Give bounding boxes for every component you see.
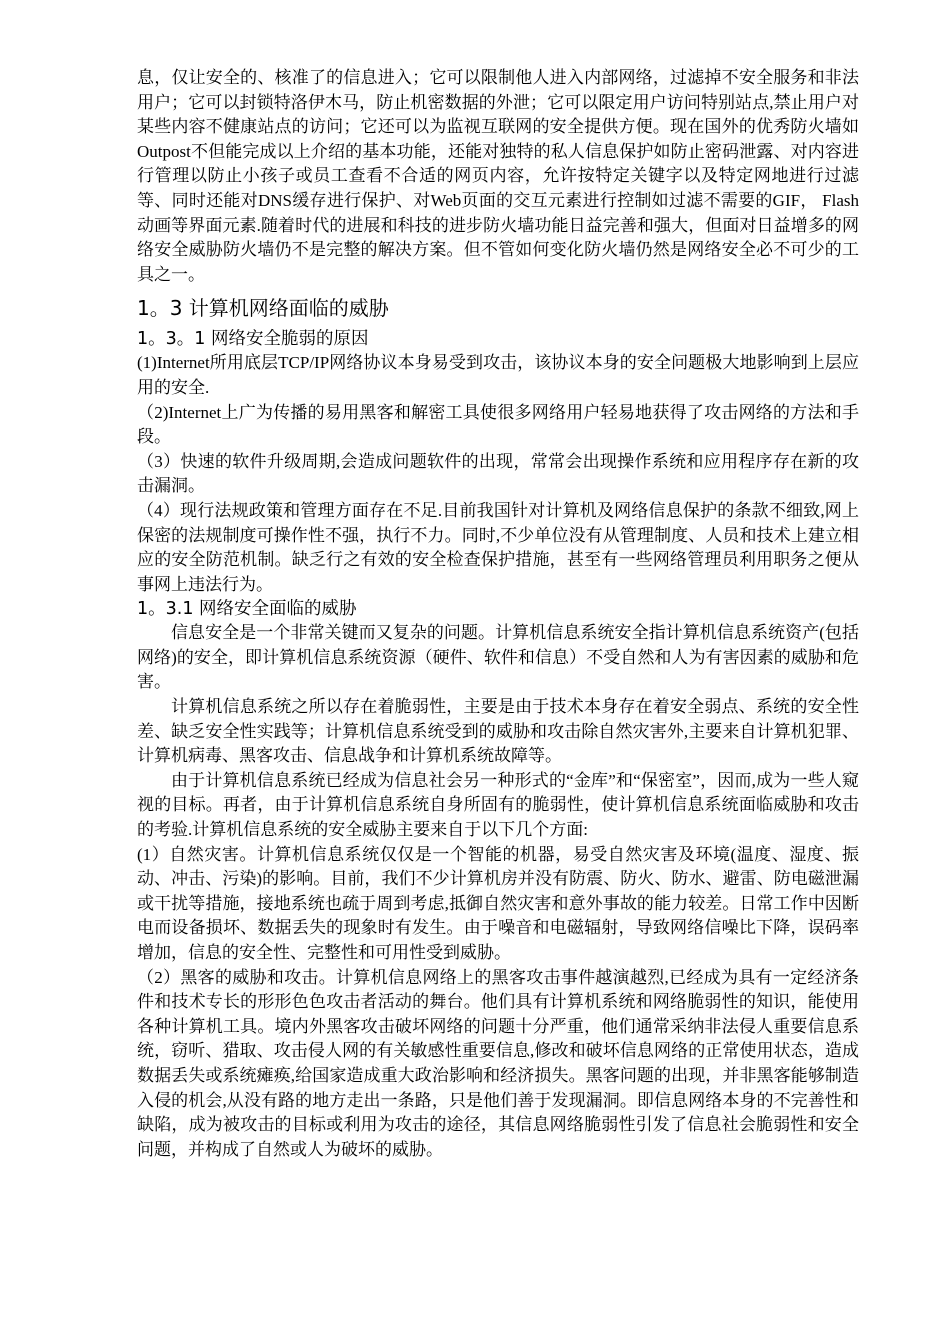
paragraph-reason-1: (1)Internet所用底层TCP/IP网络协议本身易受到攻击，该协议本身的安全问题极大地影响到上层应用的安全.	[137, 353, 859, 397]
document-page	[137, 66, 859, 1162]
paragraph-target: 由于计算机信息系统已经成为信息社会另一种形式的“金库”和“保密室”，因而,成为一些人窥视的目标。再者，由于计算机信息系统自身所固有的脆弱性，使计算机信息系统面临威胁和攻击的考验.计算机信息系统的安全威胁主要来自于以下几个方面:	[137, 770, 859, 840]
paragraph-reason-4: （4）现行法规政策和管理方面存在不足.目前我国针对计算机及网络信息保护的条款不细致,网上保密的法规制度可操作性不强，执行不力。同时,不少单位没有从管理制度、人员和技术上建立相应的安全防范机制。缺乏行之有效的安全检查保护措施，甚至有一些网络管理员利用职务之便从事网上违法行为。	[137, 500, 859, 594]
paragraph-info-security: 信息安全是一个非常关键而又复杂的问题。计算机信息系统安全指计算机信息系统资产(包括网络)的安全，即计算机信息系统资源（硬件、软件和信息）不受自然和人为有害因素的威胁和危害。	[137, 623, 859, 692]
section-heading-1-3: 1。3 计算机网络面临的威胁	[137, 296, 389, 321]
paragraph-natural-disaster: (1）自然灾害。计算机信息系统仅仅是一个智能的机器，易受自然灾害及环境(温度、湿度、振动、冲击、污染)的影响。目前，我们不少计算机房并没有防震、防火、防水、避雷、防电磁泄漏或干扰等措施，接地系统也疏于周到考虑,抵御自然灾害和意外事故的能力较差。日常工作中因断电而设备损坏、数据丢失的现象时有发生。由于噪音和电磁辐射，导致网络信噪比下降，误码率增加，信息的安全性、完整性和可用性受到威胁。	[137, 844, 859, 962]
paragraph-hacker-threat: （2）黑客的威胁和攻击。计算机信息网络上的黑客攻击事件越演越烈,已经成为具有一定经济条件和技术专长的形形色色攻击者活动的舞台。他们具有计算机系统和网络脆弱性的知识，能使用各种计算机工具。境内外黑客攻击破坏网络的问题十分严重，他们通常采纳非法侵人重要信息系统，窃听、猎取、攻击侵人网的有关敏感性重要信息,修改和破坏信息网络的正常使用状态，造成数据丢失或系统瘫痪,给国家造成重大政治影响和经济损失。黑客问题的出现，并非黑客能够制造入侵的机会,从没有路的地方走出一条路，只是他们善于发现漏洞。即信息网络本身的不完善性和缺陷，成为被攻击的目标或利用为攻击的途径，其信息网络脆弱性引发了信息社会脆弱性和安全问题，并构成了自然或人为破坏的威胁。	[137, 967, 859, 1159]
paragraph-reason-2: （2)Internet上广为传播的易用黑客和解密工具使很多网络用户轻易地获得了攻击网络的方法和手段。	[137, 402, 859, 447]
subsection-heading-1-3-1: 1。3。1 网络安全脆弱的原因	[137, 329, 369, 350]
paragraph-firewall-continued: 息，仅让安全的、核准了的信息进入；它可以限制他人进入内部网络，过滤掉不安全服务和非法用户；它可以封锁特洛伊木马，防止机密数据的外泄；它可以限定用户访问特别站点,禁止用户对某些内容不健康站点的访问；它还可以为监视互联网的安全提供方便。现在国外的优秀防火墙如Outpost不但能完成以上介绍的基本功能，还能对独特的私人信息保护如防止密码泄露、对内容进行管理以防止小孩子或员工查看不合适的网页内容，允许按特定关键字以及特定网地进行过滤等、同时还能对DNS缓存进行保护、对Web页面的交互元素进行控制如过滤不需要的GIF， Flash动画等界面元素.随着时代的进展和科技的进步防火墙功能日益完善和强大，但面对日益增多的网络安全威胁防火墙仍不是完整的解决方案。但不管如何变化防火墙仍然是网络安全必不可少的工具之一。	[137, 68, 859, 284]
paragraph-vulnerability: 计算机信息系统之所以存在着脆弱性，主要是由于技术本身存在着安全弱点、系统的安全性差、缺乏安全性实践等；计算机信息系统受到的威胁和攻击除自然灾害外,主要来自计算机犯罪、计算机病毒、黑客攻击、信息战争和计算机系统故障等。	[137, 697, 859, 766]
subsection-heading-threats: 1。3.1 网络安全面临的威胁	[137, 599, 357, 620]
paragraph-reason-3: （3）快速的软件升级周期,会造成问题软件的出现，常常会出现操作系统和应用程序存在新的攻击漏洞。	[137, 451, 859, 496]
